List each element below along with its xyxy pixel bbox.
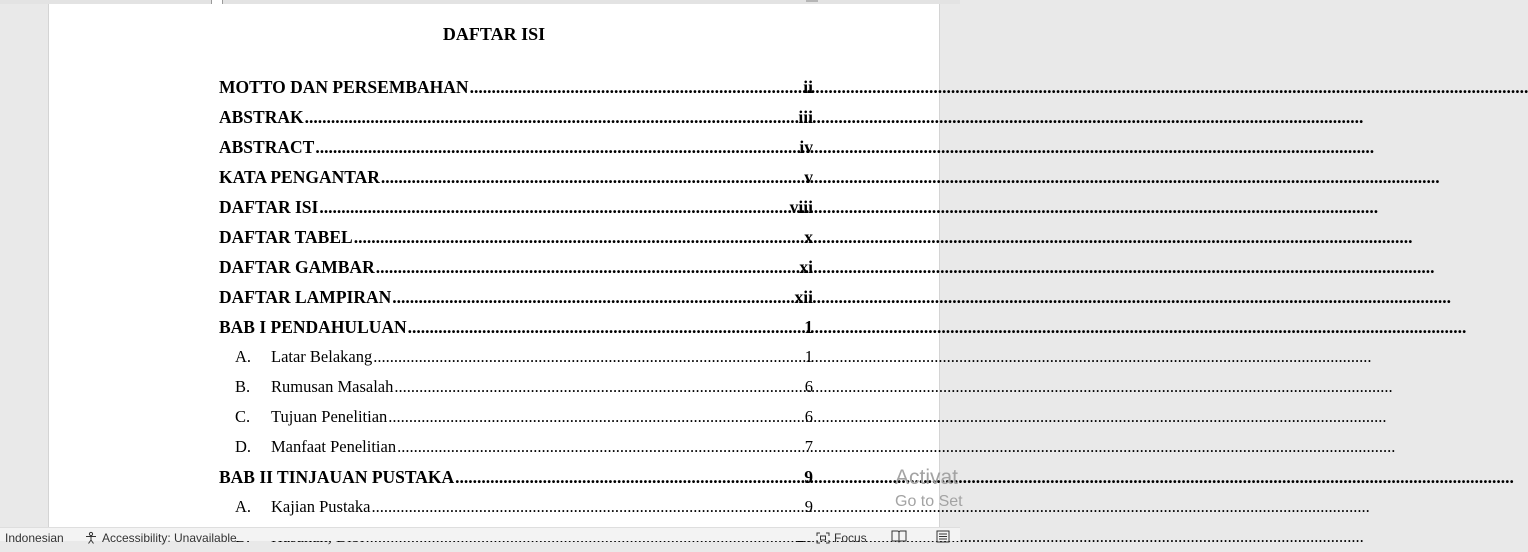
- toc-dot-leader: [354, 222, 804, 252]
- toc-page-number: ii: [803, 77, 813, 97]
- read-mode-icon: [891, 530, 907, 542]
- toc-entry-letter: D.: [235, 437, 252, 456]
- toc-page-number: 9: [804, 467, 813, 487]
- toc-entry-title: DAFTAR GAMBAR: [219, 257, 375, 277]
- toc-entry-title: DAFTAR ISI: [219, 197, 319, 217]
- language-indicator[interactable]: Indonesian: [5, 531, 64, 545]
- toc-entry-chapter[interactable]: [219, 462, 813, 492]
- read-mode-button[interactable]: [891, 530, 907, 542]
- accessibility-icon: [84, 532, 98, 544]
- toc-page-number: 7: [804, 437, 813, 456]
- toc-dot-leader: [371, 492, 803, 522]
- document-title: DAFTAR ISI: [442, 24, 546, 44]
- toc-entry-section[interactable]: [219, 402, 813, 432]
- toc-entry-letter: B.: [235, 377, 251, 396]
- toc-page-number: v: [804, 167, 813, 187]
- windows-activation-watermark: [895, 465, 963, 513]
- toc-dot-leader: [381, 162, 803, 192]
- toc-dot-leader: [397, 432, 804, 462]
- toc-entry-title: DAFTAR LAMPIRAN: [219, 287, 392, 307]
- toc-entry-letter: C.: [235, 407, 251, 426]
- status-bar: [0, 527, 960, 545]
- toc-entry-title: ABSTRACT: [219, 137, 315, 157]
- toc-dot-leader: [470, 72, 803, 102]
- table-of-contents: [219, 72, 813, 552]
- toc-page-number: viii: [789, 197, 813, 217]
- toc-entry-title: ABSTRAK: [219, 107, 304, 127]
- toc-entry-chapter[interactable]: [219, 192, 813, 222]
- toc-entry-title: KATA PENGANTAR: [219, 167, 380, 187]
- toc-dot-leader: [394, 372, 803, 402]
- toc-entry-section[interactable]: [219, 342, 813, 372]
- toc-entry-chapter[interactable]: [219, 252, 813, 282]
- toc-page-number: 1: [804, 347, 813, 366]
- toc-entry-chapter[interactable]: [219, 72, 813, 102]
- toc-dot-leader: [315, 132, 798, 162]
- document-page[interactable]: [48, 4, 940, 527]
- toc-entry-title: BAB I PENDAHULUAN: [219, 317, 407, 337]
- toc-page-number: x: [804, 227, 813, 247]
- toc-page-number: 6: [804, 377, 813, 396]
- toc-entry-title: Latar Belakang: [271, 347, 373, 366]
- activation-line-1: Activat: [895, 466, 959, 489]
- toc-page-number: 6: [804, 407, 813, 426]
- focus-label: Focus: [834, 531, 867, 545]
- toc-page-number: xii: [794, 287, 813, 307]
- toc-entry-title: Tujuan Penelitian: [271, 407, 388, 426]
- toc-entry-chapter[interactable]: [219, 312, 813, 342]
- print-layout-icon: [936, 530, 950, 542]
- focus-mode-button[interactable]: [816, 531, 867, 545]
- accessibility-label: Accessibility: Unavailable: [102, 531, 237, 545]
- toc-entry-chapter[interactable]: [219, 282, 813, 312]
- toc-entry-chapter[interactable]: [219, 102, 813, 132]
- toc-dot-leader: [319, 192, 788, 222]
- toc-entry-section[interactable]: [219, 432, 813, 462]
- toc-dot-leader: [455, 462, 803, 492]
- toc-dot-leader: [408, 312, 804, 342]
- toc-dot-leader: [305, 102, 798, 132]
- toc-entry-section[interactable]: [219, 372, 813, 402]
- toc-entry-title: BAB II TINJAUAN PUSTAKA: [219, 467, 455, 487]
- toc-entry-chapter[interactable]: [219, 132, 813, 162]
- toc-dot-leader: [373, 342, 804, 372]
- toc-entry-title: Kajian Pustaka: [271, 497, 371, 516]
- toc-page-number: iv: [799, 137, 813, 157]
- toc-dot-leader: [392, 282, 793, 312]
- toc-page-number: 1: [804, 317, 813, 337]
- toc-entry-title: Manfaat Penelitian: [271, 437, 397, 456]
- toc-entry-chapter[interactable]: [219, 222, 813, 252]
- toc-entry-section[interactable]: [219, 492, 813, 522]
- toc-dot-leader: [376, 252, 799, 282]
- accessibility-status[interactable]: [84, 531, 237, 545]
- toc-dot-leader: [388, 402, 803, 432]
- toc-entry-title: DAFTAR TABEL: [219, 227, 353, 247]
- toc-entry-chapter[interactable]: [219, 162, 813, 192]
- toc-entry-letter: A.: [235, 497, 252, 516]
- activation-line-2: Go to Set: [895, 493, 963, 510]
- toc-page-number: xi: [799, 257, 813, 277]
- toc-page-number: 9: [804, 497, 813, 516]
- toc-page-number: iii: [798, 107, 813, 127]
- toc-entry-letter: A.: [235, 347, 252, 366]
- right-margin-marker[interactable]: [806, 0, 818, 2]
- toc-entry-title: Rumusan Masalah: [271, 377, 394, 396]
- toc-entry-title: MOTTO DAN PERSEMBAHAN: [219, 77, 469, 97]
- focus-icon: [816, 532, 830, 544]
- print-layout-button[interactable]: [936, 530, 950, 542]
